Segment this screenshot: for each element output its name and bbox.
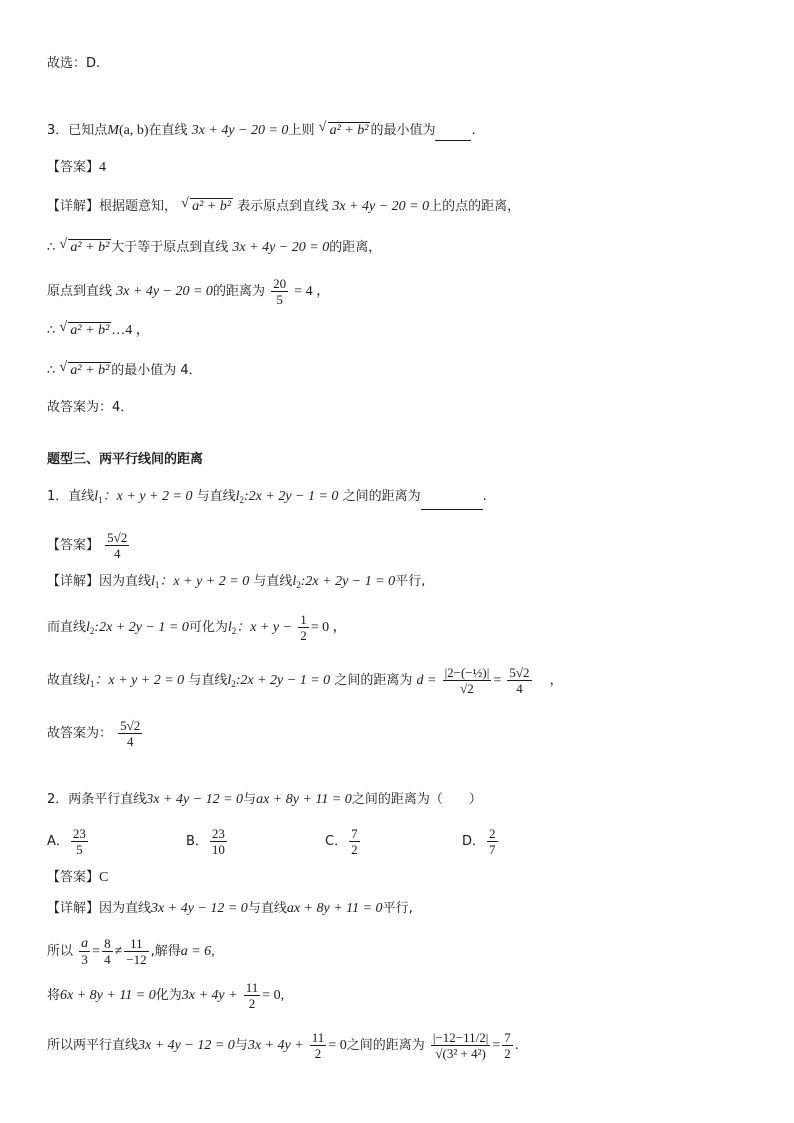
fraction-11-over-2 xyxy=(310,1030,327,1061)
q1-number: 1．直线 xyxy=(47,489,95,504)
fraction-denominator: 2 xyxy=(314,1046,322,1061)
line-l2: l xyxy=(292,574,297,589)
q1-equation-2: :2x + 2y − 1 = 0 xyxy=(235,673,331,688)
q2-detail-text: 平行, xyxy=(382,901,413,916)
q3-detail-text: 原点到直线 xyxy=(47,284,113,299)
q3-detail-sqrt xyxy=(59,320,111,341)
q1-detail-line-2 xyxy=(47,612,347,643)
previous-answer-line xyxy=(47,54,100,74)
q3-detail-line-3 xyxy=(47,276,330,307)
q1-detail-label: 【详解】 xyxy=(47,574,100,589)
q1-equation-1: ：x + y + 2 = 0 xyxy=(102,489,193,504)
q1-equation-1: ：x + y + 2 = 0 xyxy=(94,673,185,688)
q2-detail-line-2 xyxy=(47,936,215,967)
q1-detail-line-4 xyxy=(47,718,144,749)
q3-line-equation: 3x + 4y − 20 = 0 xyxy=(191,123,289,138)
fraction-numerator: 11 xyxy=(124,936,148,952)
previous-answer-text: 故选：D. xyxy=(47,56,101,71)
fraction-numerator: 23 xyxy=(211,826,225,841)
q3-point-m: M xyxy=(107,123,119,138)
q1-equation-1: ：x + y + 2 = 0 xyxy=(159,574,250,589)
q1-answer-fraction xyxy=(105,530,129,561)
q1-answer xyxy=(47,530,131,561)
q3-number: 3．已知点 xyxy=(47,123,108,138)
fraction-8-over-4 xyxy=(102,936,113,967)
subscript-1: 1 xyxy=(98,495,103,505)
q2-detail-text: 所以 xyxy=(47,944,74,959)
subscript-2: 2 xyxy=(231,626,237,636)
q3-detail-radicand: a² + b² xyxy=(70,363,110,378)
q3-text-2: 上则 xyxy=(288,123,315,138)
q1-equation-2: :2x + 2y − 1 = 0 xyxy=(300,574,396,589)
subscript-2: 2 xyxy=(239,495,244,505)
q3-detail-text: 的距离为 xyxy=(212,284,265,299)
fraction-numerator: |2−(−½)| xyxy=(444,665,490,680)
fraction-numerator: 5√2 xyxy=(509,665,530,680)
q2-text: 之间的距离为（ ） xyxy=(351,792,482,807)
fraction-numerator: 5√2 xyxy=(107,530,128,545)
q1-detail-text: = 0 ， xyxy=(310,620,347,635)
q1-detail-line-3 xyxy=(47,665,563,696)
equals-sign: = xyxy=(493,673,502,688)
q3-final-answer: 故答案为：4． xyxy=(47,400,134,415)
fraction-denominator: 4 xyxy=(126,734,134,749)
option-fraction xyxy=(487,826,498,857)
q1-final-fraction xyxy=(118,718,142,749)
q1-end: . xyxy=(482,489,487,504)
q2-equation-normalized: 3x + 4y + xyxy=(181,988,238,1003)
fraction-numerator: 7 xyxy=(351,826,358,841)
question-3 xyxy=(47,120,476,141)
fraction-numerator: 1 xyxy=(300,612,307,627)
q3-detail-line-5 xyxy=(47,360,202,381)
q3-detail-line-6 xyxy=(47,398,133,418)
q3-detail-line-equation: 3x + 4y − 20 = 0 xyxy=(332,199,430,214)
q3-detail-text: 的最小值为 4． xyxy=(111,363,202,378)
q3-detail-radicand: a² + b² xyxy=(192,199,232,214)
q2-number: 2．两条平行直线 xyxy=(47,792,147,807)
q3-detail-sqrt xyxy=(59,237,111,258)
q3-sqrt-expression xyxy=(319,120,371,141)
fraction-denominator: 7 xyxy=(489,842,496,857)
distance-fraction xyxy=(431,1030,491,1061)
q3-detail-sqrt xyxy=(181,196,233,217)
q3-detail-sqrt xyxy=(59,360,111,381)
fraction-denominator: 2 xyxy=(351,842,358,857)
period: . xyxy=(514,1038,519,1053)
fraction-numerator: 7 xyxy=(504,1030,511,1045)
q3-detail-text: 大于等于原点到直线 xyxy=(111,240,229,255)
fraction-a-over-3 xyxy=(79,936,90,967)
fraction-denominator: √(3² + 4²) xyxy=(435,1046,486,1061)
q3-detail-label: 【详解】 xyxy=(47,199,100,214)
q2-detail-text: 与直线 xyxy=(247,901,287,916)
q3-sqrt-radicand: a² + b² xyxy=(329,123,369,138)
line-l2: l xyxy=(235,489,240,504)
fraction-denominator: 3 xyxy=(81,952,88,967)
line-l2: l xyxy=(227,673,232,688)
q1-answer-blank xyxy=(421,509,483,510)
q3-text-3: 的最小值为 xyxy=(370,123,436,138)
q2-detail-text: 将 xyxy=(47,988,61,1003)
comma: ， xyxy=(549,673,563,688)
q2-detail-text: 与 xyxy=(234,1038,248,1053)
fraction-denominator: 4 xyxy=(104,952,111,967)
fraction-11-over-2 xyxy=(244,980,261,1011)
option-fraction xyxy=(210,826,227,857)
therefore-symbol: ∴ xyxy=(47,323,56,338)
q2-detail-text: = 0, xyxy=(262,988,285,1003)
q3-detail-line-2 xyxy=(47,237,381,258)
q2-equation-normalized: 3x + 4y + xyxy=(247,1038,304,1053)
fraction-denominator: 5 xyxy=(276,292,283,307)
q1-detail-text: 可化为 xyxy=(188,620,228,635)
subscript-2: 2 xyxy=(296,580,301,590)
q3-end: . xyxy=(471,123,476,138)
fraction-numerator: 5√2 xyxy=(120,718,141,733)
option-c[interactable] xyxy=(325,826,362,857)
q3-detail-text: 上的点的距离， xyxy=(429,199,521,214)
line-l1: l xyxy=(94,489,99,504)
q3-detail-radicand: a² + b² xyxy=(70,323,110,338)
q3-detail-line-equation: 3x + 4y − 20 = 0 xyxy=(116,284,213,299)
option-label: A． xyxy=(47,834,69,849)
q1-detail-text: 故答案为： xyxy=(47,726,113,741)
fraction-numerator: 23 xyxy=(72,826,86,841)
distance-d: d = xyxy=(416,673,437,688)
q1-equation-2: :2x + 2y − 1 = 0 xyxy=(244,489,339,504)
result-fraction xyxy=(507,665,531,696)
q1-detail-text: 平行, xyxy=(395,574,426,589)
q3-detail-line-1 xyxy=(47,196,520,217)
subscript-1: 1 xyxy=(89,679,95,689)
q3-answer-value: 4 xyxy=(99,160,107,175)
q2-equation-2: ax + 8y + 11 = 0 xyxy=(256,792,352,807)
q1-text: 之间的距离为 xyxy=(342,489,421,504)
subscript-1: 1 xyxy=(154,580,160,590)
fraction-denominator: 2 xyxy=(300,628,307,643)
section-title-text: 题型三、两平行线间的距离 xyxy=(47,452,204,467)
fraction-numerator: 11 xyxy=(311,1030,325,1045)
equals-zero: = 0 xyxy=(328,1038,347,1053)
q2-detail-line-3 xyxy=(47,980,284,1011)
fraction-numerator: 11 xyxy=(245,980,259,995)
q3-detail-inequality: …4 ， xyxy=(111,323,150,338)
q3-detail-radicand: a² + b² xyxy=(70,240,110,255)
option-b[interactable] xyxy=(186,826,229,857)
q3-detail-text: 表示原点到直线 xyxy=(237,199,329,214)
fraction-denominator: 5 xyxy=(76,842,83,857)
q2-answer xyxy=(47,868,108,888)
q1-answer-label: 【答案】 xyxy=(47,538,100,553)
q1-detail-text: 而直线 xyxy=(47,620,87,635)
option-label: C． xyxy=(325,834,348,849)
q3-detail-text: 根据题意知， xyxy=(99,199,178,214)
option-label: D． xyxy=(462,834,486,849)
q2-solution-a: a = 6, xyxy=(180,944,215,959)
option-fraction xyxy=(349,826,360,857)
q2-detail-label: 【详解】 xyxy=(47,901,100,916)
fraction-numerator: 8 xyxy=(104,936,111,951)
q3-text-1: 在直线 xyxy=(148,123,188,138)
fraction-20-over-5 xyxy=(271,276,288,307)
q1-text: 与直线 xyxy=(196,489,236,504)
fraction-denominator: 2 xyxy=(504,1046,511,1061)
q2-answer-value: C xyxy=(99,870,109,885)
equals-sign: = xyxy=(92,944,101,959)
q3-answer-label: 【答案】 xyxy=(47,160,100,175)
q1-detail-text: 与直线 xyxy=(253,574,293,589)
not-equal-sign: ≠ xyxy=(114,944,123,959)
q2-detail-line-1 xyxy=(47,899,413,919)
q2-equation-1: 3x + 4y − 12 = 0 xyxy=(146,792,244,807)
fraction-numerator: a xyxy=(81,936,89,951)
q2-detail-text: 化为 xyxy=(155,988,182,1003)
q1-detail-text: 与直线 xyxy=(188,673,228,688)
fraction-denominator: 4 xyxy=(516,681,523,696)
therefore-symbol: ∴ xyxy=(47,240,56,255)
q3-answer xyxy=(47,158,106,178)
q1-detail-text: 因为直线 xyxy=(99,574,152,589)
equals-sign: = xyxy=(492,1038,501,1053)
q3-answer-blank xyxy=(435,140,471,141)
option-a[interactable] xyxy=(47,826,90,857)
q2-equation-1: 3x + 4y − 12 = 0 xyxy=(138,1038,235,1053)
q2-detail-text: ,解得 xyxy=(150,944,181,959)
q1-detail-text: 之间的距离为 xyxy=(334,673,413,688)
fraction-denominator: 10 xyxy=(211,842,225,857)
option-d[interactable] xyxy=(462,826,500,857)
subscript-2: 2 xyxy=(231,679,236,689)
q2-equation-2: ax + 8y + 11 = 0 xyxy=(286,901,383,916)
fraction-denominator: 4 xyxy=(113,546,121,561)
line-l1: l xyxy=(151,574,155,589)
question-2 xyxy=(47,790,482,810)
q3-detail-text: 的距离， xyxy=(329,240,382,255)
fraction-numerator: |−12−11/2| xyxy=(432,1030,489,1045)
q1-detail-line-1 xyxy=(47,572,425,595)
q1-detail-text: 故直线 xyxy=(47,673,87,688)
q1-simplified-equation: ：x + y − xyxy=(236,620,293,635)
option-fraction xyxy=(71,826,88,857)
fraction-half xyxy=(298,612,309,643)
subscript-2: 2 xyxy=(89,626,95,636)
q3-detail-line-equation: 3x + 4y − 20 = 0 xyxy=(232,240,330,255)
line-l2: l xyxy=(227,620,232,635)
q3-point-coords: (a, b) xyxy=(118,123,149,138)
option-label: B． xyxy=(186,834,208,849)
q2-detail-line-4 xyxy=(47,1030,519,1061)
fraction-numerator: 2 xyxy=(489,826,496,841)
q3-detail-line-4 xyxy=(47,320,150,341)
question-1 xyxy=(47,487,487,510)
q2-detail-text: 因为直线 xyxy=(99,901,152,916)
section-title xyxy=(47,450,203,470)
therefore-symbol: ∴ xyxy=(47,363,56,378)
distance-fraction xyxy=(443,665,492,696)
q2-detail-text: 所以两平行直线 xyxy=(47,1038,139,1053)
q2-text: 与 xyxy=(243,792,257,807)
q3-detail-result: = 4 ， xyxy=(294,284,331,299)
line-l2: l xyxy=(86,620,90,635)
fraction-numerator: 20 xyxy=(273,276,287,291)
q2-equation-substituted: 6x + 8y + 11 = 0 xyxy=(60,988,156,1003)
q2-answer-label: 【答案】 xyxy=(47,870,100,885)
q2-detail-text: 之间的距离为 xyxy=(346,1038,425,1053)
q1-equation-2: :2x + 2y − 1 = 0 xyxy=(94,620,189,635)
fraction-denominator: 2 xyxy=(248,996,256,1011)
fraction-denominator: −12 xyxy=(126,952,147,967)
line-l1: l xyxy=(86,673,90,688)
fraction-11-over-minus-12 xyxy=(124,936,148,967)
fraction-denominator: √2 xyxy=(460,681,474,696)
fraction-7-over-2 xyxy=(502,1030,513,1061)
q2-equation-1: 3x + 4y − 12 = 0 xyxy=(151,901,248,916)
